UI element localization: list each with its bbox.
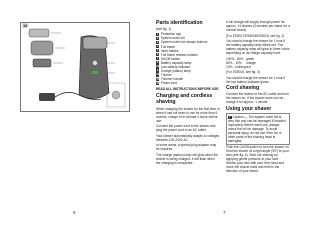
parts-heading: Parts identification xyxy=(156,20,203,26)
level-color: red xyxy=(246,64,251,69)
right-page xyxy=(150,0,300,221)
see-fig: (see fig. 1) xyxy=(156,27,172,32)
part-label: Inner blades xyxy=(160,48,179,53)
part-number: 6 xyxy=(157,53,159,56)
part-label: Power cord xyxy=(160,81,178,86)
paragraph: Connect the power cord to the shaver and plug the power cord to an AC outlet. xyxy=(156,124,216,133)
part-number: 1 xyxy=(157,32,159,36)
part-number: 3 xyxy=(157,40,159,44)
part-label: Charge (status) lamp xyxy=(160,69,191,74)
read-all-notice: READ ALL INSTRUCTIONS BEFORE USE. xyxy=(156,87,220,92)
part-label: Thinner xyxy=(160,73,172,78)
charge-levels xyxy=(226,57,290,69)
part-label: On/Off switch xyxy=(160,56,180,61)
part-number: 2 xyxy=(157,36,159,40)
cord-heading: Cord shaving xyxy=(226,85,260,91)
model-label: (For ES8015, see fig. 3) xyxy=(226,70,260,74)
part-label: Battery capacity lamp xyxy=(160,60,192,65)
level-color: green xyxy=(246,56,255,61)
paragraph: The charge (status) lamp will glow when the shaver is being charged. It will flash when the charging is completed. xyxy=(156,152,219,165)
part-label: Protective cap xyxy=(160,32,182,37)
paragraph: Connect the shaver to the AC outlet and turn the shaver on. If the shaver does not run, charge it for approx. 1 minute. xyxy=(226,92,289,105)
part-number: 5 xyxy=(157,48,159,52)
paragraph: You should charge the shaver for 1 hour if the battery capacity lamp blinks red. The battery capacity lamp will glow in three colors depending on its charge capacity level. xyxy=(226,39,290,55)
part-label: Trimmer handle xyxy=(160,77,184,82)
paragraph: In some areas, a special plug adapter may be required. xyxy=(156,143,217,152)
part-number: 11 xyxy=(156,77,159,81)
paragraph: When charging the shaver for the first time or when it has not been in use for more than 6 months, charge it for at least 4 hours before use. xyxy=(156,106,220,123)
parts-diagram xyxy=(20,22,130,112)
level-range: 10% - nothing xyxy=(226,64,246,69)
paragraph: You should charge the shaver for 1 hour if the low battery indicator glows. xyxy=(226,75,286,84)
part-number: 7 xyxy=(157,57,159,61)
part-number: 12 xyxy=(156,81,160,85)
part-number: 10 xyxy=(156,73,160,77)
paragraph: A full charge will supply enough power for approx. 14 shaves (3 minutes per shave for a normal beard). xyxy=(226,20,290,32)
level-range: 100% - 80% xyxy=(226,56,244,61)
left-page xyxy=(0,0,150,221)
level-range: 80% - 10% xyxy=(226,60,242,65)
caution-box xyxy=(226,113,290,146)
paragraph: Your shaver automatically adapts to voltages between 100-240V AC. xyxy=(156,133,220,142)
part-label: System outer foil xyxy=(160,36,185,41)
part-number: 4 xyxy=(157,44,159,48)
caution-text: Caution — The system outer foil is very thin and can be damaged if handled improperly. Before each use, always check the foil for damage. To avoid personal injury, do not use if the foil or other parts of the shaving head is damaged. xyxy=(228,114,286,144)
charging-heading: Charging and cordless shaving xyxy=(156,93,213,106)
page-number-right: 7 xyxy=(223,210,226,215)
level-color: orange xyxy=(246,60,256,65)
level-row xyxy=(226,65,290,69)
column-left xyxy=(156,20,220,166)
part-label: System outer foil release buttons xyxy=(160,40,208,45)
shaver-illustration xyxy=(21,23,131,113)
caution-icon: ! xyxy=(229,114,231,119)
column-right xyxy=(226,20,290,175)
part-label: Low battery indicator xyxy=(160,64,191,69)
using-heading: Using your shaver xyxy=(226,105,272,112)
model-label: (For ES8017/ES8018/ES8016, see fig. 2) xyxy=(226,33,285,38)
part-label: Foil frame xyxy=(160,44,176,49)
part-number: 8 xyxy=(157,61,159,65)
paragraph: Push the On/Off switch to turn the shaver on. Hold the shaver at a right angle (90°) to your skin (see fig. 4). Start out shaving by applying gentle pressure to your face. Stretch your skin with your free hand and move the shaver back and forth in the direction of your beard. xyxy=(226,145,290,174)
parts-list xyxy=(156,32,220,85)
part-number: 9 xyxy=(157,69,159,73)
part-label: Foil frame release buttons xyxy=(160,52,198,57)
list-item xyxy=(156,81,220,85)
part-number: 8a xyxy=(156,65,160,69)
page-number-left: 6 xyxy=(73,210,76,215)
figure-number: 16 xyxy=(23,23,28,28)
